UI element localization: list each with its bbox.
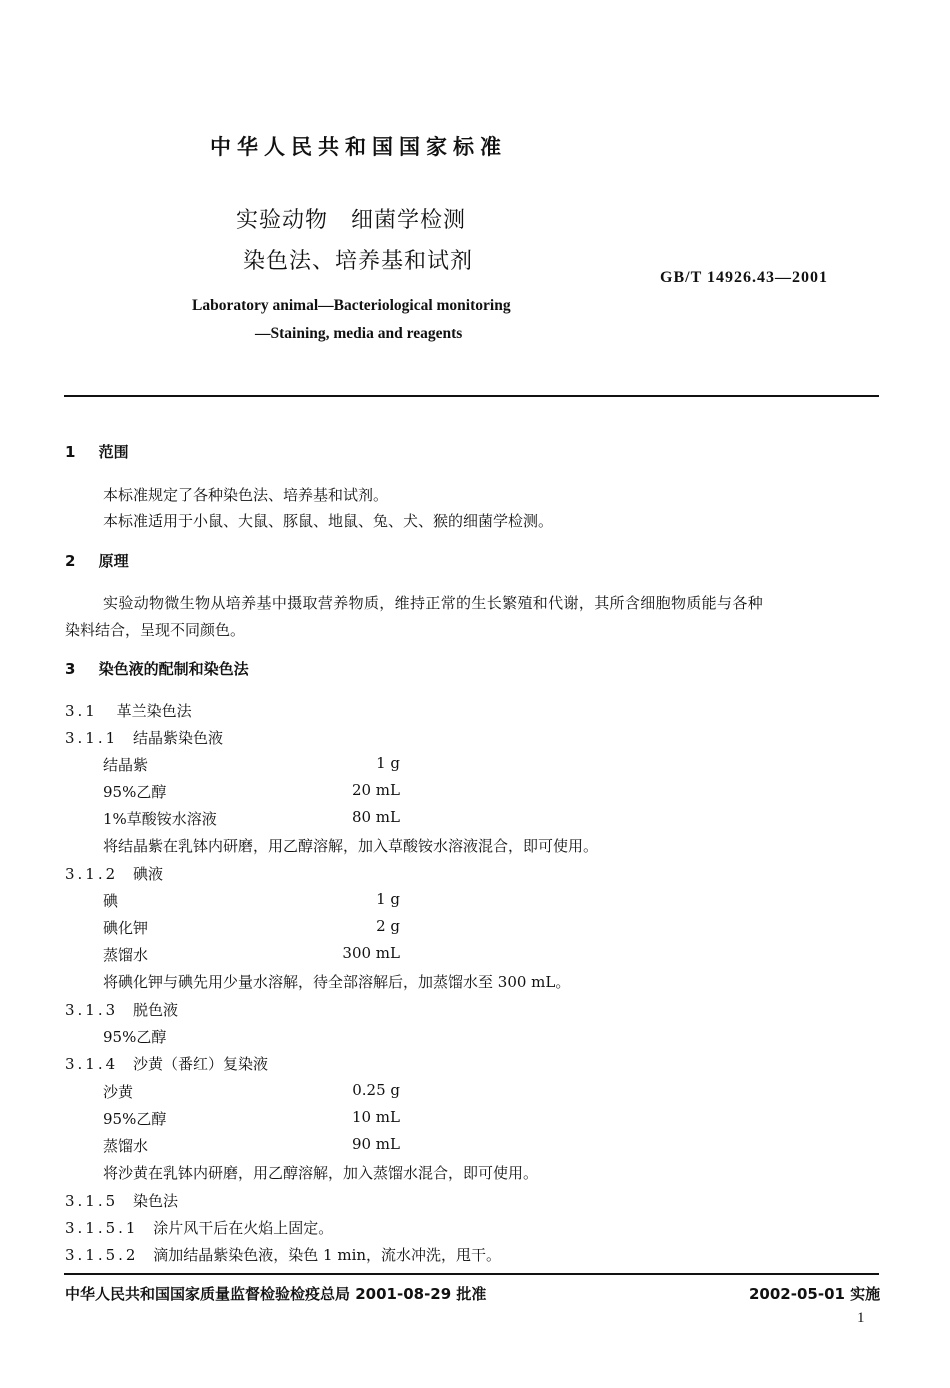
- title-en-line2: —Staining, media and reagents: [255, 325, 463, 342]
- effective-date: 2002-05-01 实施: [749, 1285, 881, 1303]
- step-number: 3.1.5.2: [65, 1246, 139, 1264]
- title-cn-line2: 染色法、培养基和试剂: [243, 249, 474, 274]
- section-number: 1: [65, 443, 76, 461]
- scope-paragraph-1: 本标准规定了各种染色法、培养基和试剂。: [103, 486, 389, 504]
- reagent-quantity: 0.25 g: [352, 1081, 400, 1099]
- subsection-number: 3.1.3: [65, 1001, 119, 1019]
- reagent-quantity: 300 mL: [342, 944, 400, 962]
- subsection-number: 3.1: [65, 702, 98, 720]
- reagent-name: 沙黄: [103, 1083, 134, 1101]
- subsection-title: 结晶紫染色液: [132, 729, 223, 747]
- subsection-title: 碘液: [132, 865, 163, 883]
- header-rule: [64, 395, 879, 397]
- title-cn-line1: 实验动物 细菌学检测: [236, 208, 467, 233]
- subsection-number: 3.1.1: [65, 729, 119, 747]
- subsection-3-1-5-heading: [65, 1190, 178, 1211]
- standard-code: GB/T 14926.43—2001: [660, 269, 828, 286]
- reagent-quantity: 10 mL: [351, 1108, 400, 1126]
- page-number: 1: [857, 1310, 865, 1326]
- footer-rule: [64, 1273, 879, 1275]
- subsection-title: 沙黄（番红）复染液: [132, 1055, 268, 1073]
- principle-paragraph-line1: 实验动物微生物从培养基中摄取营养物质，维持正常的生长繁殖和代谢，其所含细胞物质能与各种: [103, 594, 764, 612]
- approval-line: 中华人民共和国国家质量监督检验检疫总局 2001-08-29 批准: [65, 1285, 487, 1303]
- subsection-3-1-heading: [65, 700, 192, 721]
- principle-paragraph-line2: 染料结合，呈现不同颜色。: [65, 621, 246, 639]
- step-number: 3.1.5.1: [65, 1219, 139, 1237]
- reagent-name: 碘: [103, 892, 119, 910]
- reagent-name: 95%乙醇: [103, 783, 167, 801]
- section-2-heading: [65, 550, 129, 571]
- subsection-title: 染色法: [132, 1192, 178, 1210]
- reagent-name: 蒸馏水: [103, 1137, 149, 1155]
- preparation-note: 将碘化钾与碘先用少量水溶解，待全部溶解后，加蒸馏水至 300 mL。: [103, 973, 571, 991]
- subsection-number: 3.1.4: [65, 1055, 119, 1073]
- reagent-name: 蒸馏水: [103, 946, 149, 964]
- reagent-name: 95%乙醇: [103, 1028, 167, 1046]
- reagent-quantity: 20 mL: [351, 781, 400, 799]
- section-title: 原理: [98, 552, 129, 570]
- preparation-note: 将沙黄在乳钵内研磨，用乙醇溶解，加入蒸馏水混合，即可使用。: [103, 1164, 539, 1182]
- standard-title: 中华人民共和国国家标准: [210, 135, 507, 159]
- section-number: 3: [65, 660, 76, 678]
- subsection-title: 革兰染色法: [116, 702, 192, 720]
- reagent-quantity: 1 g: [376, 754, 400, 772]
- reagent-quantity: 90 mL: [351, 1135, 400, 1153]
- subsection-title: 脱色液: [132, 1001, 178, 1019]
- scope-paragraph-2: 本标准适用于小鼠、大鼠、豚鼠、地鼠、兔、犬、猴的细菌学检测。: [103, 512, 554, 530]
- section-3-heading: [65, 658, 249, 679]
- subsection-number: 3.1.2: [65, 865, 119, 883]
- step-text: 涂片风干后在火焰上固定。: [153, 1219, 334, 1237]
- section-number: 2: [65, 552, 76, 570]
- reagent-name: 碘化钾: [103, 919, 149, 937]
- reagent-quantity: 2 g: [376, 917, 400, 935]
- section-1-heading: [65, 441, 129, 462]
- title-en-line1: Laboratory animal—Bacteriological monitoring: [192, 297, 511, 314]
- subsection-3-1-1-heading: [65, 727, 223, 748]
- subsection-3-1-3-heading: [65, 999, 178, 1020]
- reagent-name: 95%乙醇: [103, 1110, 167, 1128]
- reagent-quantity: 80 mL: [351, 808, 400, 826]
- step-text: 滴加结晶紫染色液，染色 1 min，流水冲洗，甩干。: [153, 1246, 502, 1264]
- reagent-name: 1%草酸铵水溶液: [103, 810, 217, 828]
- section-title: 范围: [98, 443, 129, 461]
- reagent-name: 结晶紫: [103, 756, 149, 774]
- subsection-3-1-4-heading: [65, 1053, 268, 1074]
- section-title: 染色液的配制和染色法: [98, 660, 249, 678]
- step-3-1-5-1: [65, 1217, 333, 1238]
- subsection-3-1-2-heading: [65, 863, 163, 884]
- reagent-quantity: 1 g: [376, 890, 400, 908]
- preparation-note: 将结晶紫在乳钵内研磨，用乙醇溶解，加入草酸铵水溶液混合，即可使用。: [103, 837, 599, 855]
- step-3-1-5-2: [65, 1244, 501, 1265]
- subsection-number: 3.1.5: [65, 1192, 119, 1210]
